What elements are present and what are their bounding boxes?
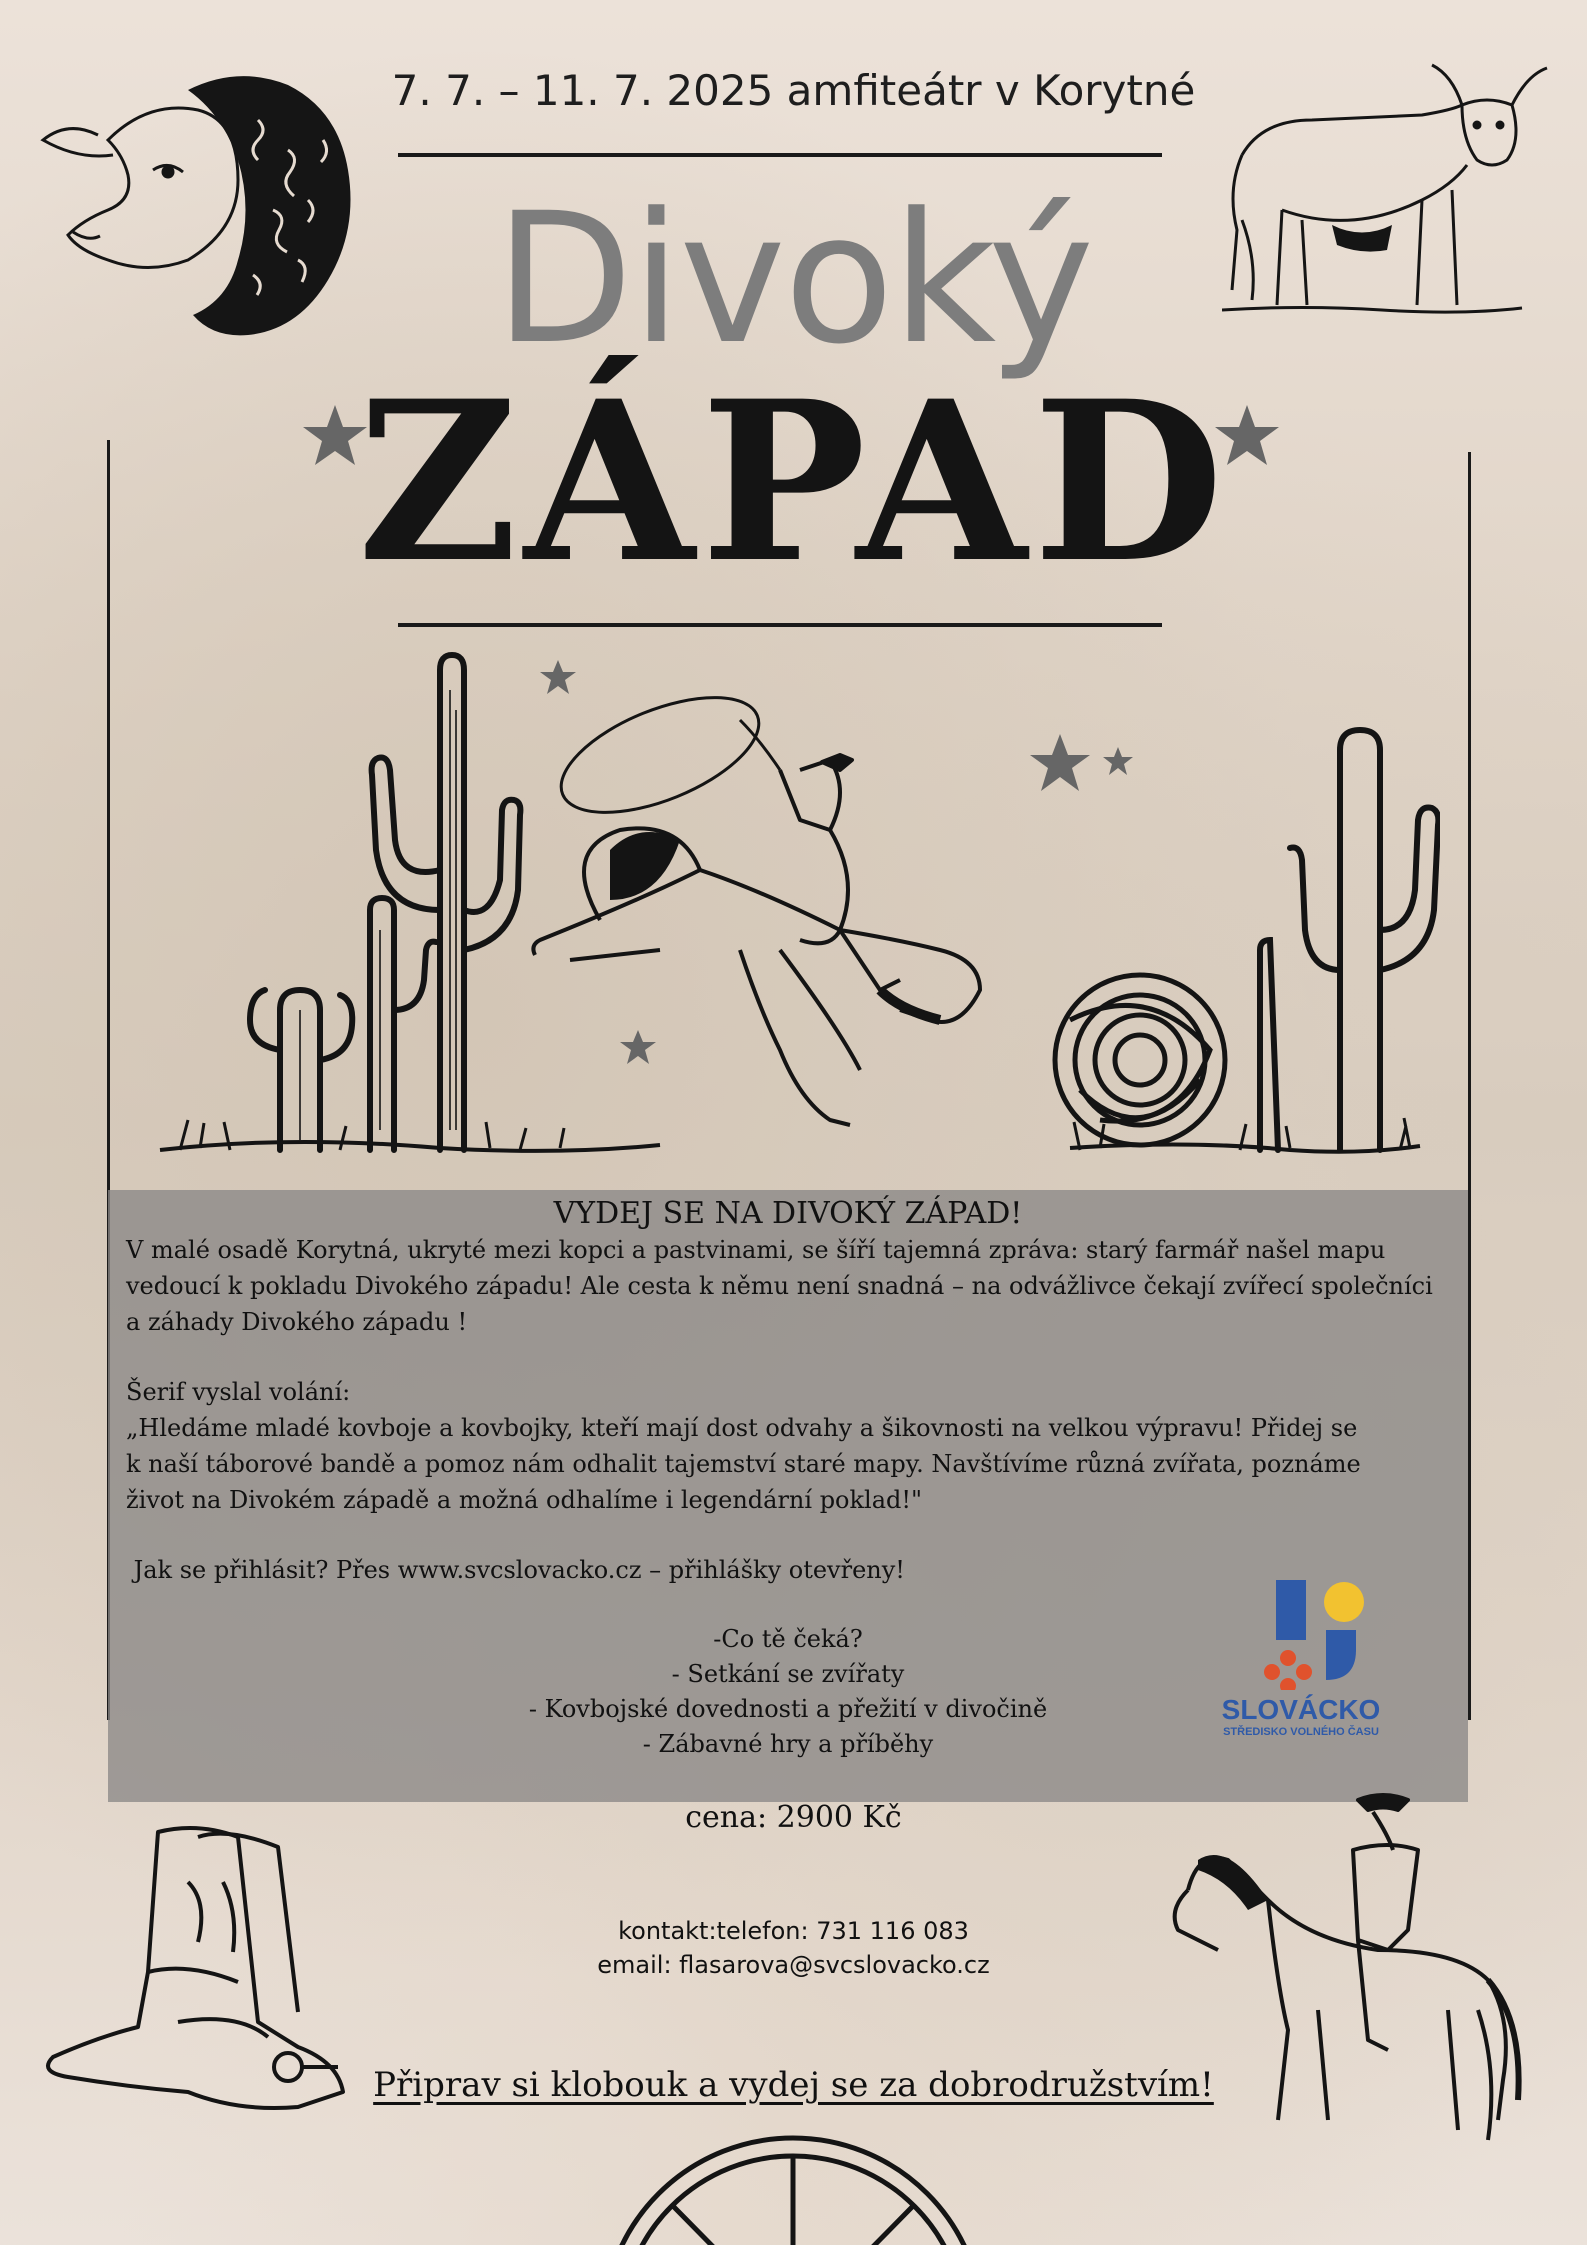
quote-line: „Hledáme mladé kovboje a kovbojky, kteří mají dost odvahy a šikovnosti na velkou výpravu! Přidej se: [126, 1414, 1358, 1442]
intro-line: V malé osadě Korytná, ukryté mezi kopci a pastvinami, se šíří tajemná zpráva: starý farmář našel mapu: [126, 1236, 1386, 1264]
intro-line: vedoucí k pokladu Divokého západu! Ale cesta k němu není snadná – na odvážlivce čekají zvířecí společníci: [126, 1272, 1433, 1300]
logo-name: SLOVÁCKO: [1221, 1694, 1381, 1725]
contact-email: email: flasarova@svcslovacko.cz: [597, 1951, 990, 1979]
price: cena: 2900 Kč: [685, 1800, 902, 1835]
intro-paragraph: [126, 1232, 1456, 1340]
activities-heading: -Co tě čeká?: [713, 1625, 863, 1653]
star-icon: [1212, 402, 1282, 472]
title-zapad: ZÁPAD: [357, 352, 1230, 611]
panel-heading: VYDEJ SE NA DIVOKÝ ZÁPAD!: [553, 1196, 1023, 1231]
title-divoky: Divoký: [494, 175, 1093, 384]
slogan: [0, 2065, 1587, 2105]
slogan-text: Připrav si klobouk a vydej se za dobrodružstvím!: [373, 2065, 1214, 2105]
title-bottom-rule: [398, 623, 1162, 627]
logo-subtitle: STŘEDISKO VOLNÉHO ČASU: [1223, 1726, 1379, 1738]
activity-item: - Kovbojské dovednosti a přežití v divočině: [528, 1695, 1048, 1723]
quote-line: k naší táborové bandě a pomoz nám odhalit tajemství staré mapy. Navštívíme různá zvířata, poznáme: [126, 1450, 1361, 1478]
quote-line: život na Divokém západě a možná odhalíme i legendární poklad!": [126, 1486, 923, 1514]
western-scene-illustration: [140, 650, 1440, 1170]
signup-info: Jak se přihlásit? Přes www.svcslovacko.cz – přihlášky otevřeny!: [126, 1556, 905, 1584]
activity-item: - Setkání se zvířaty: [671, 1660, 905, 1688]
sheriff-intro: Šerif vyslal volání:: [126, 1378, 351, 1406]
activity-item: - Zábavné hry a příběhy: [642, 1730, 934, 1758]
sheriff-quote: [126, 1410, 1456, 1518]
contact-phone: kontakt:telefon: 731 116 083: [618, 1917, 969, 1945]
slovacko-logo-mark: [1236, 1580, 1396, 1690]
right-border-line: [1468, 452, 1471, 1720]
header-top-rule: [398, 153, 1162, 157]
star-icon: [300, 402, 370, 472]
wagon-wheel-illustration: [593, 2128, 993, 2245]
event-date-place: 7. 7. – 11. 7. 2025 amfiteátr v Korytné: [391, 66, 1196, 115]
slovacko-logo: [1221, 1580, 1396, 1760]
intro-line: a záhady Divokého západu !: [126, 1308, 468, 1336]
